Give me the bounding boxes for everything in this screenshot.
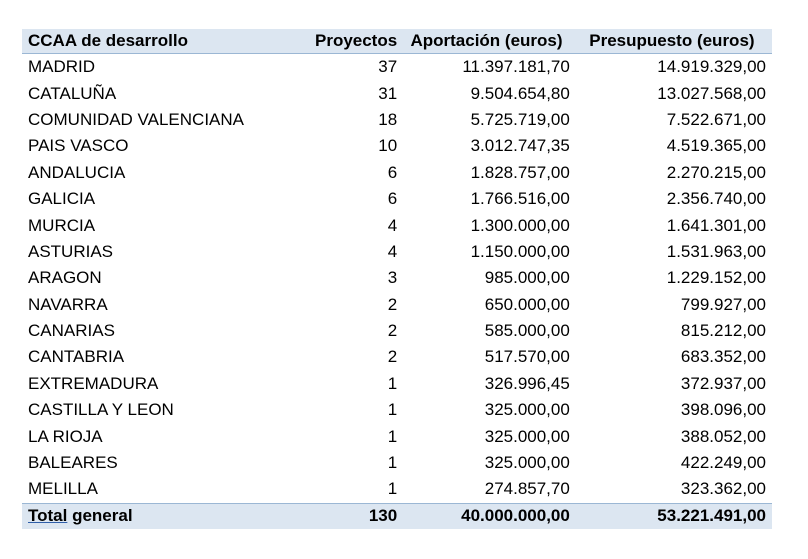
table-row	[22, 265, 772, 291]
row-projects: 18	[378, 109, 398, 129]
row-budget: 4.519.365,00	[666, 136, 766, 156]
row-contribution: 985.000,00	[484, 268, 570, 288]
row-region: ASTURIAS	[28, 241, 114, 261]
row-region: LA RIOJA	[28, 426, 103, 446]
row-budget: 422.249,00	[680, 453, 766, 473]
row-budget: 2.356.740,00	[666, 189, 766, 209]
row-projects: 4	[387, 215, 398, 235]
table-row	[22, 318, 772, 344]
row-region: CATALUÑA	[28, 83, 117, 103]
row-budget: 1.229.152,00	[666, 268, 766, 288]
header-projects: Proyectos	[314, 31, 398, 50]
row-region: GALICIA	[28, 189, 96, 209]
row-region: CANARIAS	[28, 321, 115, 341]
row-region: CASTILLA Y LEON	[28, 400, 174, 420]
row-contribution: 1.150.000,00	[470, 241, 570, 261]
table-row	[22, 292, 772, 318]
regional-projects-table	[22, 29, 772, 529]
row-region: PAIS VASCO	[28, 136, 129, 156]
row-projects: 37	[378, 57, 398, 77]
row-region: NAVARRA	[28, 294, 108, 314]
row-projects: 4	[387, 241, 398, 261]
total-row	[22, 503, 772, 529]
row-budget: 1.641.301,00	[666, 215, 766, 235]
row-contribution: 9.504.654,80	[470, 83, 570, 103]
row-region: ANDALUCIA	[28, 162, 126, 182]
row-region: MURCIA	[28, 215, 96, 235]
table-row	[22, 239, 772, 265]
row-projects: 31	[378, 83, 398, 103]
row-contribution: 326.996,45	[484, 373, 570, 393]
row-projects: 1	[387, 479, 398, 499]
header-region: CCAA de desarrollo	[28, 31, 188, 50]
row-projects: 3	[387, 268, 398, 288]
row-projects: 6	[387, 189, 398, 209]
row-region: ARAGON	[28, 268, 102, 288]
row-projects: 1	[387, 426, 398, 446]
row-contribution: 3.012.747,35	[470, 136, 570, 156]
row-budget: 2.270.215,00	[666, 162, 766, 182]
total-contribution: 40.000.000,00	[461, 506, 570, 526]
row-projects: 2	[387, 294, 398, 314]
row-budget: 372.937,00	[680, 373, 766, 393]
row-budget: 323.362,00	[680, 479, 766, 499]
row-contribution: 1.300.000,00	[470, 215, 570, 235]
table-row	[22, 133, 772, 159]
table-row	[22, 160, 772, 186]
row-budget: 388.052,00	[680, 426, 766, 446]
row-budget: 683.352,00	[680, 347, 766, 367]
row-projects: 1	[387, 400, 398, 420]
row-budget: 13.027.568,00	[657, 83, 766, 103]
row-region: EXTREMADURA	[28, 373, 159, 393]
table-row	[22, 80, 772, 106]
row-region: COMUNIDAD VALENCIANA	[28, 109, 244, 129]
table-row	[22, 186, 772, 212]
table-row	[22, 371, 772, 397]
row-budget: 815.212,00	[680, 321, 766, 341]
total-projects: 130	[368, 506, 398, 526]
row-region: MELILLA	[28, 479, 98, 499]
table-row	[22, 476, 772, 503]
row-region: CANTABRIA	[28, 347, 125, 367]
header-budget: Presupuesto (euros)	[589, 31, 755, 50]
row-projects: 2	[387, 321, 398, 341]
row-budget: 398.096,00	[680, 400, 766, 420]
row-budget: 7.522.671,00	[666, 109, 766, 129]
row-budget: 799.927,00	[680, 294, 766, 314]
row-projects: 10	[378, 136, 398, 156]
total-word: Total	[28, 506, 68, 526]
row-region: BALEARES	[28, 453, 118, 473]
table-row	[22, 344, 772, 370]
row-contribution: 274.857,70	[484, 479, 570, 499]
row-contribution: 325.000,00	[484, 400, 570, 420]
table-row	[22, 54, 772, 81]
row-contribution: 650.000,00	[484, 294, 570, 314]
total-label	[22, 503, 300, 529]
table-row	[22, 397, 772, 423]
row-contribution: 1.828.757,00	[470, 162, 570, 182]
row-projects: 1	[387, 453, 398, 473]
row-budget: 1.531.963,00	[666, 241, 766, 261]
row-projects: 1	[387, 373, 398, 393]
table-row	[22, 423, 772, 449]
row-region: MADRID	[28, 57, 96, 77]
row-contribution: 11.397.181,70	[462, 57, 570, 77]
row-contribution: 325.000,00	[484, 426, 570, 446]
row-contribution: 325.000,00	[484, 453, 570, 473]
row-contribution: 517.570,00	[484, 347, 570, 367]
row-contribution: 5.725.719,00	[470, 109, 570, 129]
table-row	[22, 212, 772, 238]
row-projects: 6	[387, 162, 398, 182]
row-projects: 2	[387, 347, 398, 367]
header-row	[22, 29, 772, 54]
row-contribution: 1.766.516,00	[470, 189, 570, 209]
row-budget: 14.919.329,00	[657, 57, 766, 77]
table-row	[22, 107, 772, 133]
total-label-rest: general	[67, 506, 133, 526]
total-budget: 53.221.491,00	[657, 506, 766, 526]
header-contribution: Aportación (euros)	[410, 31, 563, 50]
row-contribution: 585.000,00	[484, 321, 570, 341]
table-row	[22, 450, 772, 476]
